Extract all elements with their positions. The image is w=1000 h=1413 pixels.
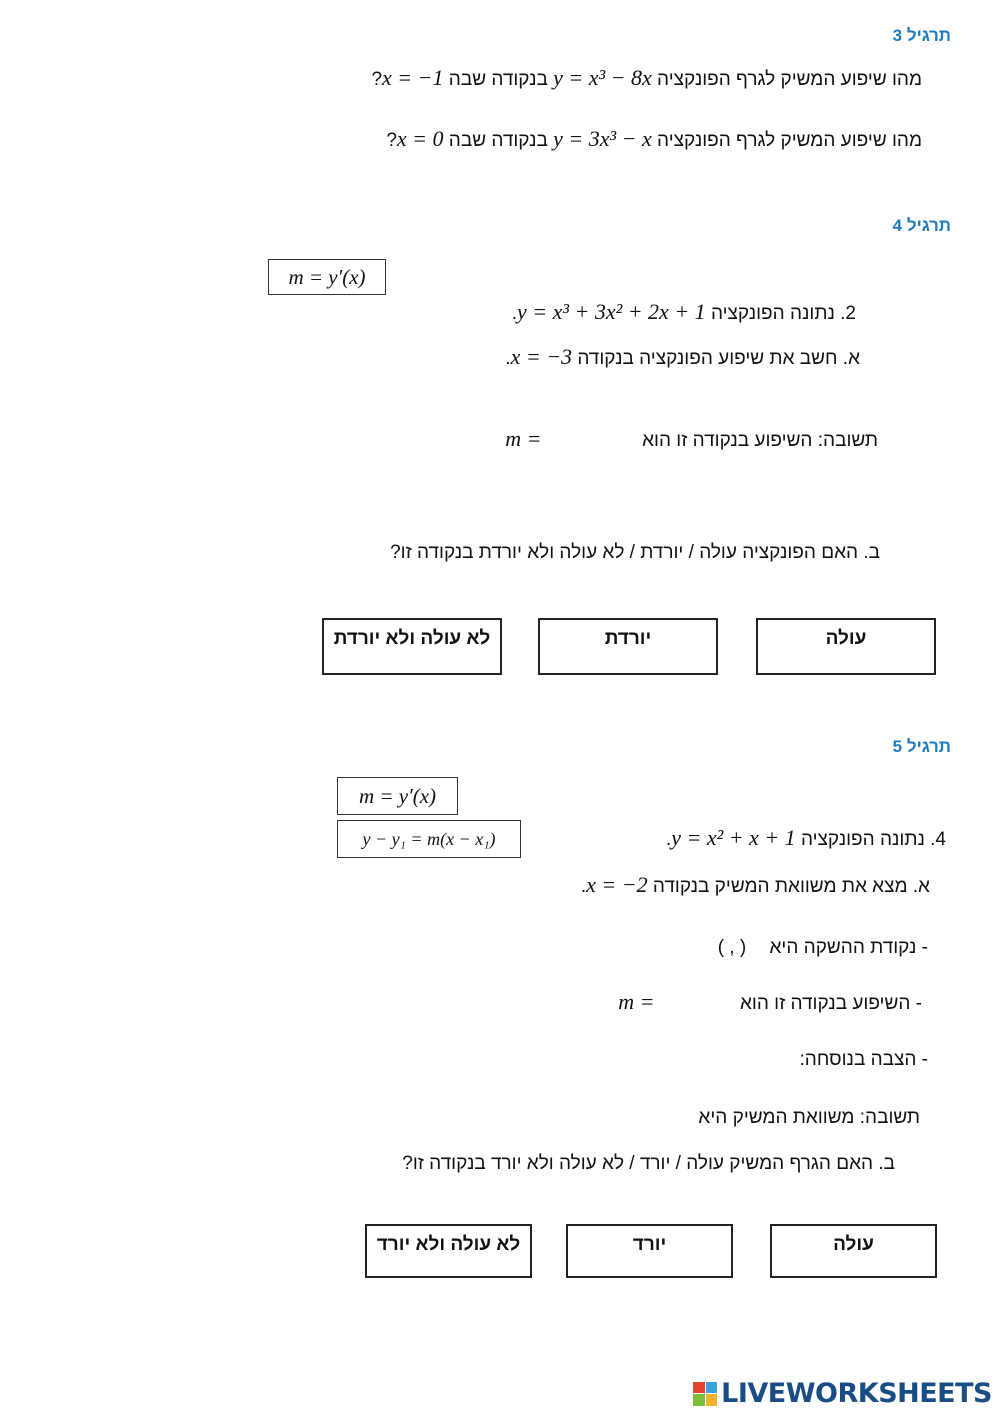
liveworksheets-logo-icon: [693, 1382, 717, 1406]
ex5-given-end: .: [665, 829, 672, 850]
ex5-tangent-formula-box: [337, 820, 521, 858]
ex5-given-prefix: 4. נתונה הפונקציה: [800, 829, 946, 850]
q1-text: מהו שיפוע המשיק לגרף הפונקציה: [657, 69, 922, 90]
ex4-choice-rising[interactable]: עולה: [756, 618, 936, 675]
ex4-slope-formula-box: [268, 259, 386, 295]
ex4-given-end: .: [511, 303, 518, 324]
q1-mid-text: בנקודה שבה: [448, 69, 548, 90]
ex4-slope-formula: m = y′(x): [288, 264, 366, 289]
logo-square-4: [706, 1394, 718, 1406]
ex4-choice-neither[interactable]: לא עולה ולא יורדת: [322, 618, 502, 675]
ex4-given-function: [512, 299, 856, 325]
logo-square-3: [693, 1394, 705, 1406]
ex5-slope-formula-box: [337, 777, 458, 815]
ex4-answer-line: [505, 426, 878, 452]
logo-square-2: [706, 1382, 718, 1394]
ex5-slope-var: m =: [618, 989, 655, 1014]
q1-function: y = x³ − 8x: [553, 65, 652, 90]
ex5-given-formula: y = x² + x + 1: [671, 825, 796, 850]
ex4-given-prefix: 2. נתונה הפונקציה: [710, 303, 856, 324]
q2-point: x = 0: [396, 126, 444, 151]
ex5-part-a: [581, 872, 930, 898]
ex5-bullet-3: - הצבה בנוסחה:: [799, 1049, 928, 1070]
q2-question-mark: ?: [386, 130, 397, 151]
exercise-3-heading: תרגיל 3: [892, 26, 951, 45]
liveworksheets-logo: [693, 1378, 992, 1409]
ex4-answer-var: m =: [505, 426, 542, 451]
logo-square-1: [693, 1382, 705, 1394]
ex5-choice-neither[interactable]: לא עולה ולא יורד: [365, 1224, 532, 1278]
ex5-part-a-text: א. מצא את משוואת המשיק בנקודה: [652, 876, 930, 897]
ex4-part-b-question: ב. האם הפונקציה עולה / יורדת / לא עולה ולא יורדת בנקודה זו?: [390, 542, 880, 563]
ex4-part-a-point: x = −3: [510, 344, 573, 369]
exercise-3-question-1: [371, 65, 922, 91]
ex4-part-a-text: א. חשב את שיפוע הפונקציה בנקודה: [577, 348, 860, 369]
liveworksheets-logo-text: LIVEWORKSHEETS: [721, 1378, 992, 1409]
ex4-given-formula: y = x³ + 3x² + 2x + 1: [517, 299, 706, 324]
exercise-3-question-2: [386, 126, 922, 152]
ex5-answer-label: תשובה: משוואת המשיק היא: [698, 1107, 920, 1128]
exercise-5-heading: תרגיל 5: [892, 737, 951, 756]
ex5-tangent-point-blank[interactable]: ( , ): [717, 937, 747, 958]
q1-question-mark: ?: [371, 69, 383, 90]
ex5-tangent-point-line: [718, 937, 928, 959]
ex5-part-b-question: ב. האם הגרף המשיק עולה / יורד / לא עולה ולא יורד בנקודה זו?: [402, 1153, 895, 1174]
q1-point: x = −1: [382, 65, 444, 90]
ex5-slope-line: [618, 989, 922, 1015]
ex5-bullet-2: - השיפוע בנקודה זו הוא: [739, 993, 922, 1014]
ex4-answer-label: תשובה: השיפוע בנקודה זו הוא: [642, 430, 878, 451]
ex5-part-a-end: .: [580, 876, 587, 897]
ex5-choice-falling[interactable]: יורד: [566, 1224, 733, 1278]
ex4-choice-falling[interactable]: יורדת: [538, 618, 718, 675]
ex5-slope-formula: m = y′(x): [358, 783, 437, 808]
q2-function: y = 3x³ − x: [553, 126, 652, 151]
ex4-part-a: [505, 344, 860, 370]
ex5-part-a-point: x = −2: [586, 872, 648, 897]
ex4-part-a-end: .: [505, 348, 511, 369]
q2-text: מהו שיפוע המשיק לגרף הפונקציה: [657, 130, 922, 151]
ex5-bullet-1: - נקודת ההשקה היא: [769, 937, 928, 958]
ex5-tangent-formula: y − y₁ = m(x − x₁): [362, 828, 496, 849]
ex5-choice-rising[interactable]: עולה: [770, 1224, 937, 1278]
q2-mid-text: בנקודה שבה: [448, 130, 548, 151]
ex5-given-function: [666, 825, 946, 851]
exercise-4-heading: תרגיל 4: [892, 216, 951, 235]
